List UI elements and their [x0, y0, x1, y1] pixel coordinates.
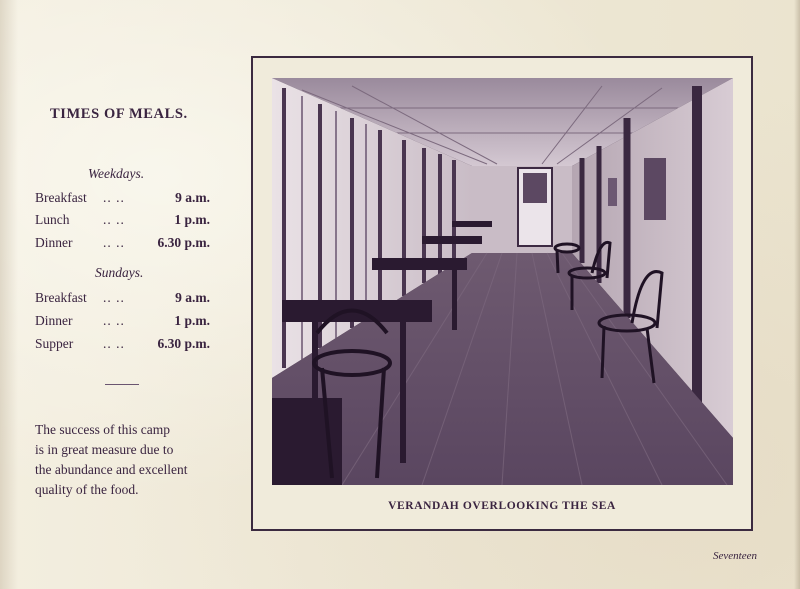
meal-time: 9 a.m. — [175, 290, 210, 305]
meal-name: Dinner — [35, 235, 73, 250]
meal-name: Supper — [35, 336, 74, 351]
spine-shadow — [0, 0, 18, 589]
leader-dots: .. .. — [103, 235, 125, 250]
food-note-paragraph — [35, 420, 220, 500]
meal-times-heading: TIMES OF MEALS. — [50, 106, 188, 122]
verandah-photo — [272, 78, 733, 485]
meal-name: Dinner — [35, 313, 73, 328]
meal-name: Breakfast — [35, 290, 87, 305]
weekday-breakfast-row — [35, 190, 210, 208]
weekdays-title: Weekdays. — [88, 166, 145, 181]
meal-time: 1 p.m. — [174, 212, 210, 227]
leader-dots: .. .. — [103, 190, 125, 205]
note-line: is in great measure due to — [35, 442, 174, 457]
leader-dots: .. .. — [103, 313, 125, 328]
sunday-supper-row — [35, 336, 210, 354]
leader-dots: .. .. — [103, 290, 125, 305]
page-number: Seventeen — [713, 550, 757, 562]
section-divider — [105, 384, 139, 385]
photo-caption: VERANDAH OVERLOOKING THE SEA — [388, 500, 616, 512]
note-line: quality of the food. — [35, 482, 139, 497]
sundays-title: Sundays. — [95, 265, 144, 280]
weekday-dinner-row — [35, 235, 210, 253]
meal-time: 6.30 p.m. — [157, 235, 210, 250]
meal-time: 1 p.m. — [174, 313, 210, 328]
sunday-dinner-row — [35, 313, 210, 331]
meal-name: Lunch — [35, 212, 70, 227]
note-line: the abundance and excellent — [35, 462, 188, 477]
meal-time: 6.30 p.m. — [157, 336, 210, 351]
meal-name: Breakfast — [35, 190, 87, 205]
weekday-lunch-row — [35, 212, 210, 230]
sunday-breakfast-row — [35, 290, 210, 308]
leader-dots: .. .. — [103, 212, 125, 227]
leader-dots: .. .. — [103, 336, 125, 351]
page-edge-shadow — [794, 0, 800, 589]
meal-time: 9 a.m. — [175, 190, 210, 205]
verandah-illustration — [272, 78, 733, 485]
note-line: The success of this camp — [35, 422, 170, 437]
